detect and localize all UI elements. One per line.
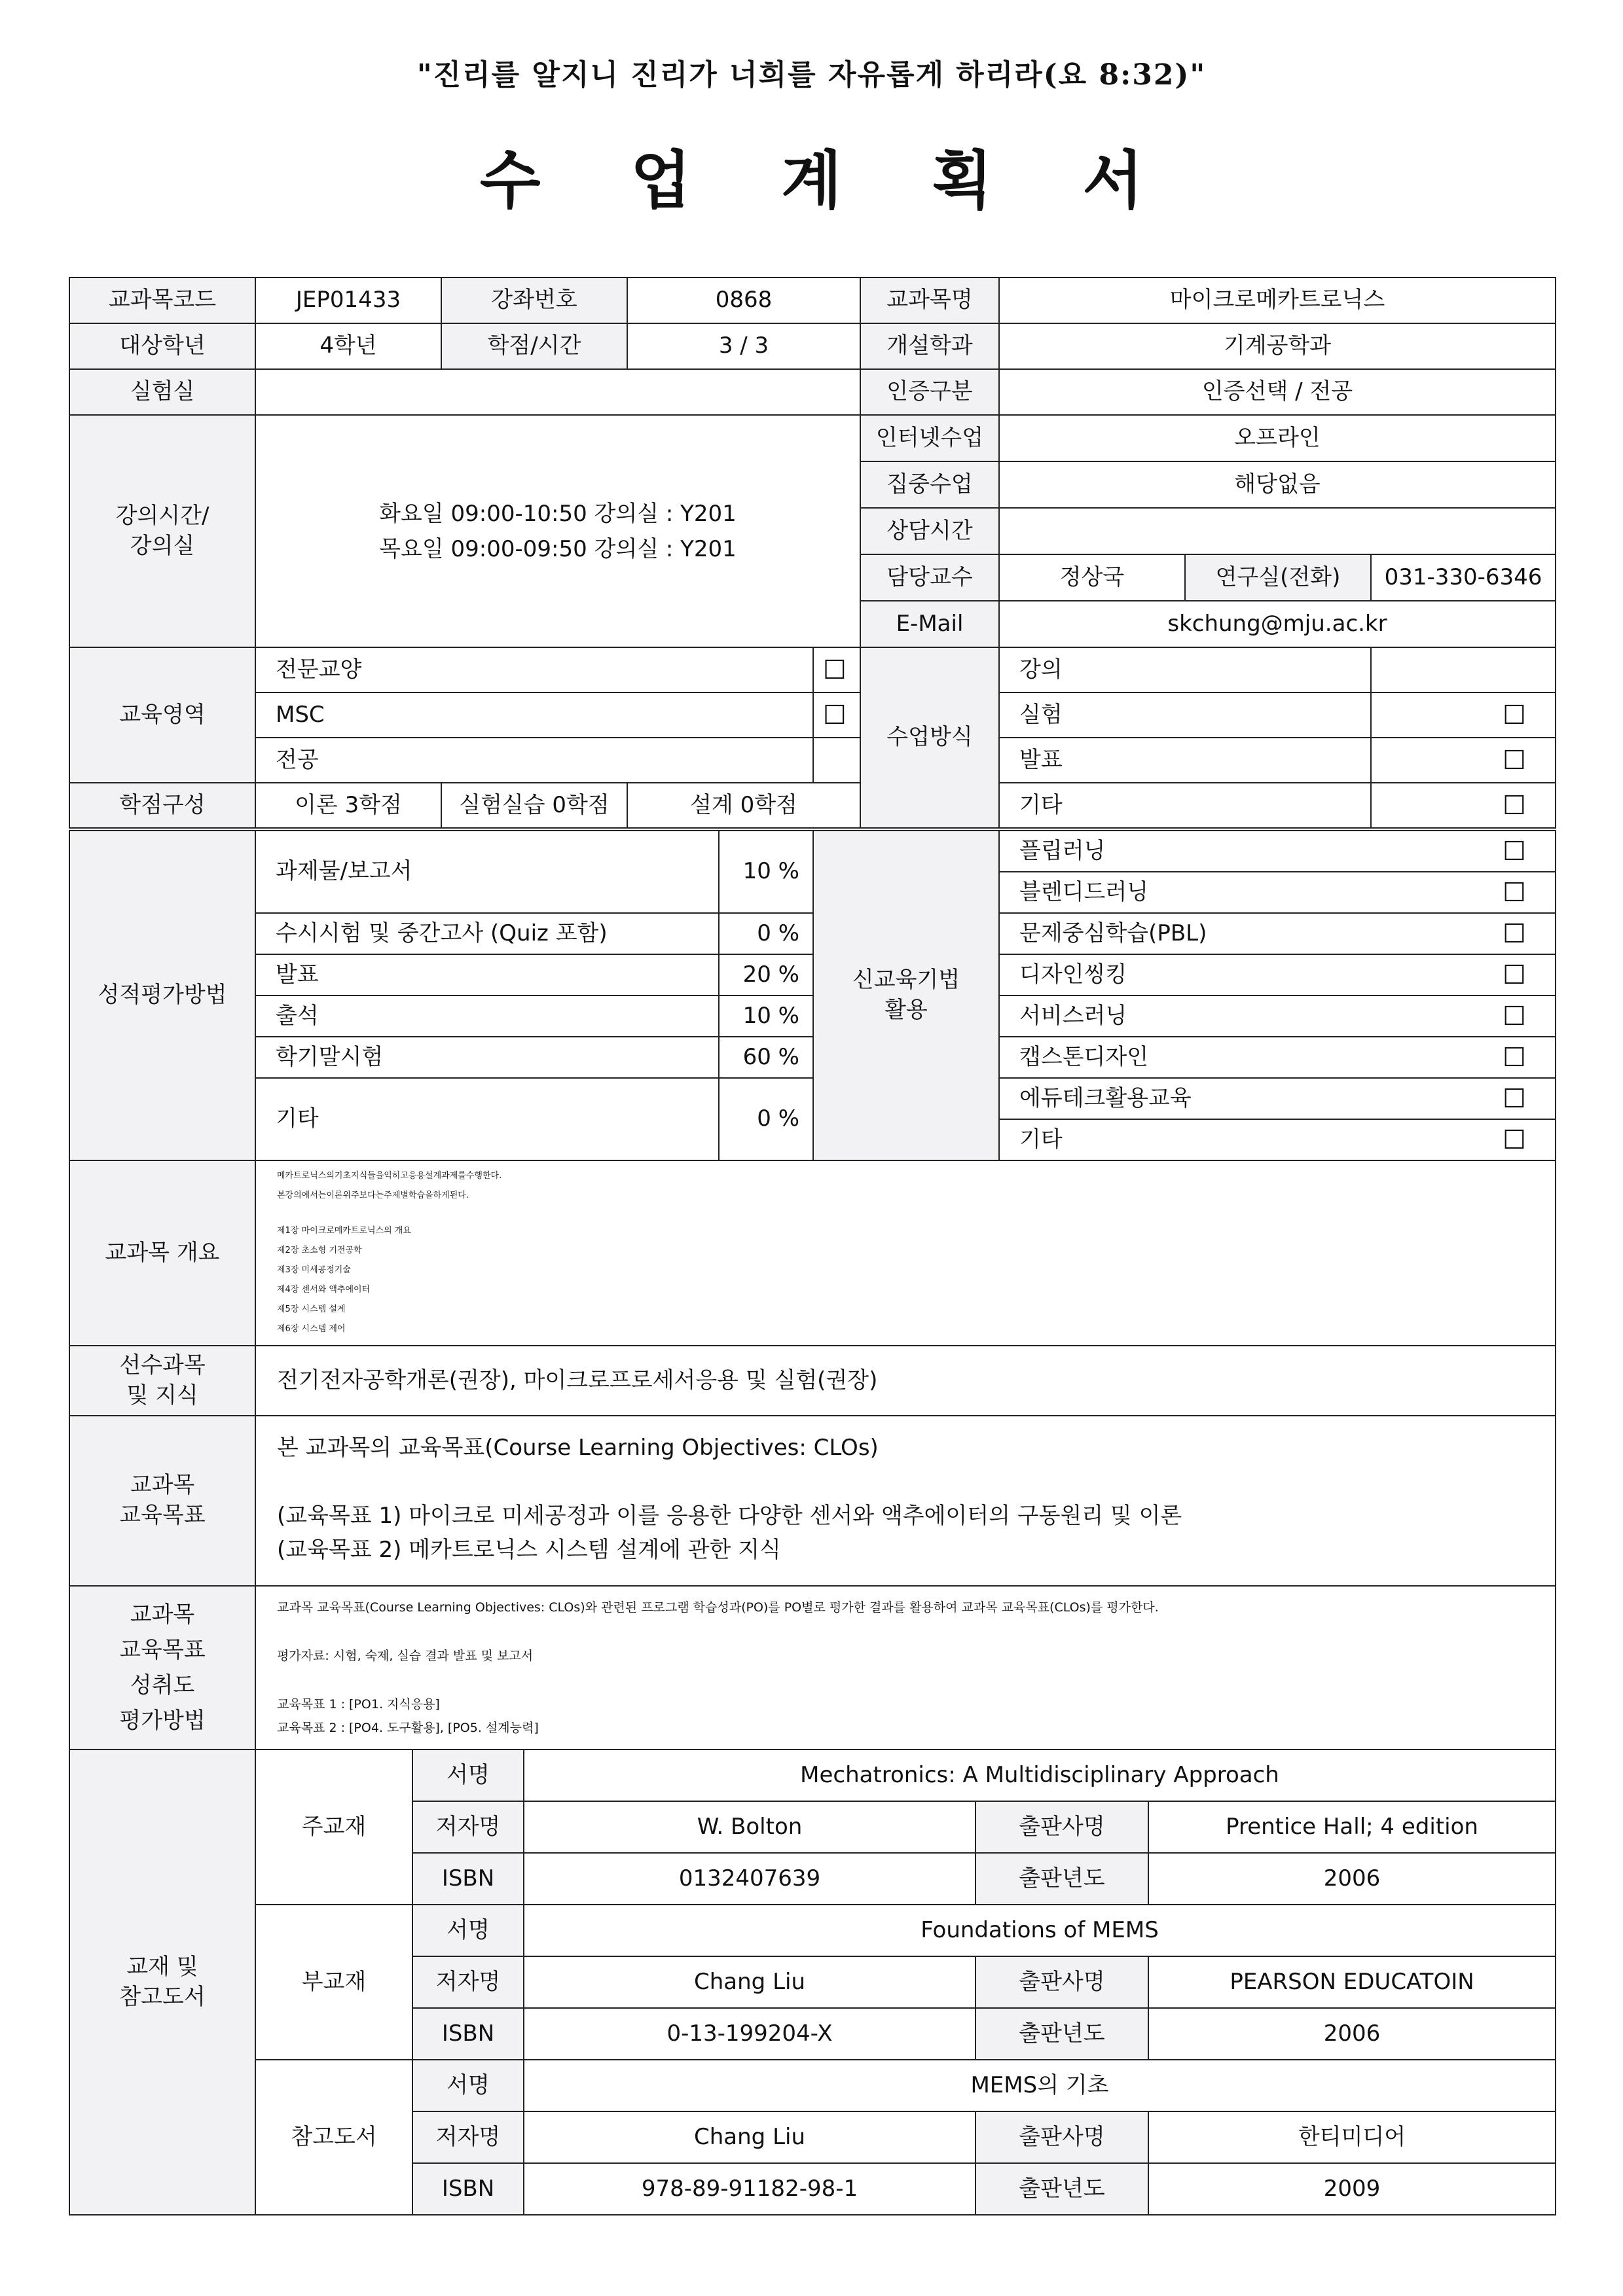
education-area-item: 전공 xyxy=(255,738,813,783)
grading-percent: 0 % xyxy=(719,913,813,954)
new-method-item: 플립러닝 xyxy=(1019,837,1106,864)
textbook-section-label: 교재 및 참고도서 xyxy=(69,1749,255,2215)
new-method-row xyxy=(999,1037,1556,1078)
book-publisher: 한티미디어 xyxy=(1148,2111,1556,2163)
new-method-item: 기타 xyxy=(1019,1126,1063,1153)
new-method-item: 캡스톤디자인 xyxy=(1019,1043,1149,1070)
book-isbn: 0132407639 xyxy=(524,1853,976,1905)
new-method-row xyxy=(999,913,1556,954)
consult-value xyxy=(999,508,1556,554)
teaching-method-item: 기타 xyxy=(999,783,1371,828)
office-phone: 031-330-6346 xyxy=(1371,554,1556,601)
checkbox-icon[interactable]: ☐ xyxy=(813,692,860,738)
assessment-text xyxy=(255,1586,1556,1749)
new-method-item: 디자인씽킹 xyxy=(1019,961,1127,988)
intensive-value: 해당없음 xyxy=(999,461,1556,508)
book-publisher: PEARSON EDUCATOIN xyxy=(1148,1956,1556,2008)
online-label: 인터넷수업 xyxy=(860,415,999,461)
checkbox-icon[interactable]: ☐ xyxy=(1371,738,1556,783)
overview-line: 제2장 초소형 기전공학 xyxy=(277,1246,362,1255)
author-label: 저자명 xyxy=(412,1801,524,1853)
online-value: 오프라인 xyxy=(999,415,1556,461)
overview-line: 제3장 미세공정기술 xyxy=(277,1265,351,1275)
section-number: 0868 xyxy=(627,278,860,323)
overview-line: 메카트로닉스의기초지식들을익히고응용설계과제를수행한다. xyxy=(277,1171,502,1181)
assessment-label: 교과목 교육목표 성취도 평가방법 xyxy=(69,1586,255,1749)
book-title: Foundations of MEMS xyxy=(524,1905,1556,1956)
credit-practice: 실험실습 0학점 xyxy=(441,783,627,828)
book-author: Chang Liu xyxy=(524,2111,976,2163)
grading-percent: 10 % xyxy=(719,831,813,913)
new-method-item: 블렌디드러닝 xyxy=(1019,878,1149,905)
office-label: 연구실(전화) xyxy=(1185,554,1371,601)
overview-line: 제5장 시스템 설계 xyxy=(277,1304,346,1314)
assessment-line: 평가자료: 시험, 숙제, 실습 결과 발표 및 보고서 xyxy=(277,1649,534,1663)
book-isbn: 0-13-199204-X xyxy=(524,2008,976,2060)
schedule-thursday: 목요일 09:00-09:50 강의실 : Y201 xyxy=(379,535,737,562)
objective-line: 본 교과목의 교육목표(Course Learning Objectives: CLOs) xyxy=(277,1435,879,1461)
grading-item: 학기말시험 xyxy=(255,1037,719,1078)
department-label: 개설학과 xyxy=(860,323,999,369)
book-kind: 참고도서 xyxy=(255,2060,412,2215)
year-label: 출판년도 xyxy=(976,1853,1148,1905)
objective-line: (교육목표 2) 메카트로닉스 시스템 설계에 관한 지식 xyxy=(277,1537,781,1563)
isbn-label: ISBN xyxy=(412,2163,524,2215)
isbn-label: ISBN xyxy=(412,1853,524,1905)
checkbox-icon[interactable]: ☐ xyxy=(1503,836,1526,867)
checkbox-icon[interactable]: ☐ xyxy=(1503,960,1526,990)
cert-label: 인증구분 xyxy=(860,369,999,415)
professor-label: 담당교수 xyxy=(860,554,999,601)
teaching-method-item: 발표 xyxy=(999,738,1371,783)
course-description-table xyxy=(69,1160,1556,1750)
year-label: 출판년도 xyxy=(976,2163,1148,2215)
grading-percent: 60 % xyxy=(719,1037,813,1078)
book-year: 2006 xyxy=(1148,1853,1556,1905)
overview-label: 교과목 개요 xyxy=(69,1160,255,1346)
checkbox-icon[interactable] xyxy=(1371,647,1556,692)
prerequisite-label: 선수과목 및 지식 xyxy=(69,1346,255,1416)
grading-item: 발표 xyxy=(255,954,719,996)
education-area-item: MSC xyxy=(255,692,813,738)
teaching-method-item: 실험 xyxy=(999,692,1371,738)
new-method-item: 서비스러닝 xyxy=(1019,1002,1127,1029)
checkbox-icon[interactable]: ☐ xyxy=(1371,692,1556,738)
grading-item: 과제물/보고서 xyxy=(255,831,719,913)
book-author: W. Bolton xyxy=(524,1801,976,1853)
cert-value: 인증선택 / 전공 xyxy=(999,369,1556,415)
teaching-method-label: 수업방식 xyxy=(860,647,999,828)
schedule-tuesday: 화요일 09:00-10:50 강의실 : Y201 xyxy=(379,500,737,527)
motto: "진리를 알지니 진리가 너희를 자유롭게 하리라(요 8:32)" xyxy=(416,58,1207,92)
checkbox-icon[interactable]: ☐ xyxy=(1503,1124,1526,1155)
checkbox-icon xyxy=(813,738,860,783)
book-year: 2009 xyxy=(1148,2163,1556,2215)
new-method-item: 에듀테크활용교육 xyxy=(1019,1085,1192,1111)
grading-percent: 20 % xyxy=(719,954,813,996)
teaching-method-item: 강의 xyxy=(999,647,1371,692)
checkbox-icon[interactable]: ☐ xyxy=(1503,918,1526,949)
section-label: 강좌번호 xyxy=(441,278,627,323)
education-area-item: 전문교양 xyxy=(255,647,813,692)
assessment-line: 교육목표 2 : [PO4. 도구활용], [PO5. 설계능력] xyxy=(277,1721,539,1735)
objective-line xyxy=(277,1465,1546,1499)
course-name: 마이크로메카트로닉스 xyxy=(999,278,1556,323)
publisher-label: 출판사명 xyxy=(976,1956,1148,2008)
overview-line: 제4장 센서와 액추에이터 xyxy=(277,1285,371,1295)
new-method-row xyxy=(999,954,1556,996)
grading-item: 기타 xyxy=(255,1078,719,1160)
objectives-label: 교과목 교육목표 xyxy=(69,1416,255,1586)
isbn-label: ISBN xyxy=(412,2008,524,2060)
course-info-table xyxy=(69,277,1556,829)
new-method-row xyxy=(999,872,1556,913)
new-method-row xyxy=(999,996,1556,1037)
target-year: 4학년 xyxy=(255,323,441,369)
publisher-label: 출판사명 xyxy=(976,1801,1148,1853)
checkbox-icon[interactable]: ☐ xyxy=(1371,783,1556,828)
book-year: 2006 xyxy=(1148,2008,1556,2060)
target-year-label: 대상학년 xyxy=(69,323,255,369)
objectives-text xyxy=(255,1416,1556,1586)
objective-line: (교육목표 1) 마이크로 미세공정과 이를 응용한 다양한 센서와 액추에이터의 구동원리 및 이론 xyxy=(277,1503,1182,1529)
overview-text xyxy=(255,1160,1556,1346)
department: 기계공학과 xyxy=(999,323,1556,369)
book-author: Chang Liu xyxy=(524,1956,976,2008)
course-code-label: 교과목코드 xyxy=(69,278,255,323)
book-kind: 부교재 xyxy=(255,1905,412,2060)
consult-label: 상담시간 xyxy=(860,508,999,554)
book-kind: 주교재 xyxy=(255,1749,412,1905)
document-title: 수 업 계 획 서 xyxy=(479,144,1178,217)
credit-hours: 3 / 3 xyxy=(627,323,860,369)
author-label: 저자명 xyxy=(412,1956,524,2008)
new-method-row xyxy=(999,831,1556,872)
assessment-line xyxy=(277,1668,1546,1693)
new-method-row xyxy=(999,1119,1556,1160)
email-label: E-Mail xyxy=(860,601,999,647)
title-label: 서명 xyxy=(412,2060,524,2111)
checkbox-icon[interactable]: ☐ xyxy=(1503,1042,1526,1073)
book-publisher: Prentice Hall; 4 edition xyxy=(1148,1801,1556,1853)
overview-line: 제6장 시스템 제어 xyxy=(277,1324,346,1334)
course-code: JEP01433 xyxy=(255,278,441,323)
textbook-table xyxy=(69,1749,1556,2215)
education-area-label: 교육영역 xyxy=(69,647,255,783)
new-methods-label: 신교육기법 활용 xyxy=(813,831,999,1160)
publisher-label: 출판사명 xyxy=(976,2111,1148,2163)
prerequisite-text: 전기전자공학개론(권장), 마이크로프로세서응용 및 실험(권장) xyxy=(255,1346,1556,1416)
schedule-cell xyxy=(255,415,860,647)
assessment-line: 교과목 교육목표(Course Learning Objectives: CLOs)와 관련된 프로그램 학습성과(PO)를 PO별로 평가한 결과를 활용하여 교과목 교육목표(CLOs)를 평가한다. xyxy=(277,1600,1159,1615)
schedule-label: 강의시간/ 강의실 xyxy=(69,415,255,647)
grading-percent: 10 % xyxy=(719,996,813,1037)
grading-percent: 0 % xyxy=(719,1078,813,1160)
grading-table xyxy=(69,830,1556,1161)
new-method-item: 문제중심학습(PBL) xyxy=(1019,920,1207,946)
assessment-line: 교육목표 1 : [PO1. 지식응용] xyxy=(277,1697,440,1712)
checkbox-icon[interactable]: ☐ xyxy=(813,647,860,692)
lab-label: 실험실 xyxy=(69,369,255,415)
assessment-line xyxy=(277,1619,1546,1644)
credit-design: 설계 0학점 xyxy=(627,783,860,828)
credit-theory: 이론 3학점 xyxy=(255,783,441,828)
overview-line: 본강의에서는이론위주보다는주제별학습을하게된다. xyxy=(277,1191,469,1200)
credit-label: 학점/시간 xyxy=(441,323,627,369)
new-method-row xyxy=(999,1078,1556,1119)
course-name-label: 교과목명 xyxy=(860,278,999,323)
overview-line xyxy=(277,1206,1546,1221)
title-label: 서명 xyxy=(412,1905,524,1956)
lab-value xyxy=(255,369,860,415)
intensive-label: 집중수업 xyxy=(860,461,999,508)
credit-composition-label: 학점구성 xyxy=(69,783,255,828)
email-value: skchung@mju.ac.kr xyxy=(999,601,1556,647)
book-title: Mechatronics: A Multidisciplinary Approach xyxy=(524,1749,1556,1801)
grading-label: 성적평가방법 xyxy=(69,831,255,1160)
checkbox-icon[interactable]: ☐ xyxy=(1503,1001,1526,1031)
checkbox-icon[interactable]: ☐ xyxy=(1503,1083,1526,1114)
overview-line: 제1장 마이크로메카트로닉스의 개요 xyxy=(277,1226,411,1236)
author-label: 저자명 xyxy=(412,2111,524,2163)
checkbox-icon[interactable]: ☐ xyxy=(1503,877,1526,908)
book-title: MEMS의 기초 xyxy=(524,2060,1556,2111)
grading-item: 수시시험 및 중간고사 (Quiz 포함) xyxy=(255,913,719,954)
title-label: 서명 xyxy=(412,1749,524,1801)
year-label: 출판년도 xyxy=(976,2008,1148,2060)
grading-item: 출석 xyxy=(255,996,719,1037)
professor-name: 정상국 xyxy=(999,554,1185,601)
book-isbn: 978-89-91182-98-1 xyxy=(524,2163,976,2215)
